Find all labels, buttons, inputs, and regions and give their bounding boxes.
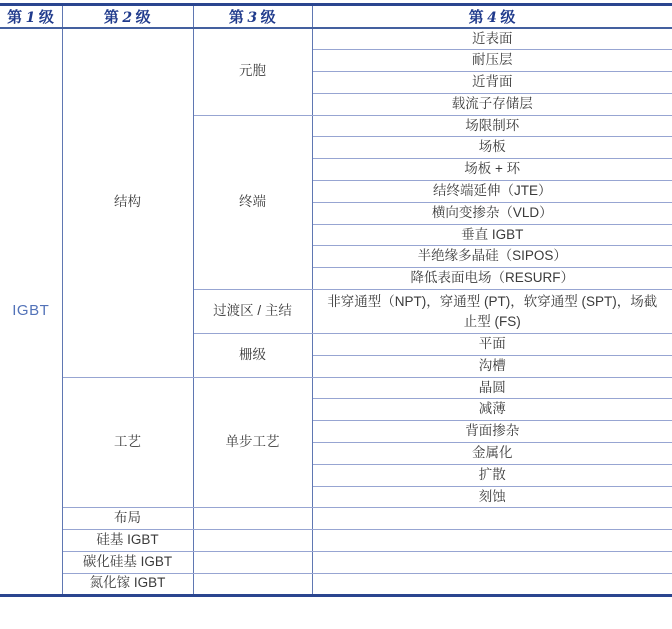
cell-gate: 栅级 xyxy=(193,334,312,378)
header-text: 级 xyxy=(38,9,55,26)
cell-carrier-storage: 载流子存储层 xyxy=(312,93,672,115)
cell-near-surface: 近表面 xyxy=(312,28,672,50)
cell-empty xyxy=(312,508,672,530)
header-text: 级 xyxy=(500,9,516,26)
cell-empty xyxy=(193,552,312,574)
cell-planar: 平面 xyxy=(312,334,672,356)
table-row xyxy=(0,573,672,595)
header-num: 1 xyxy=(25,10,36,26)
cell-sic-igbt: 碳化硅基 IGBT xyxy=(62,552,193,574)
cell-gan-igbt: 氮化镓 IGBT xyxy=(62,573,193,595)
table-row xyxy=(0,377,672,399)
cell-trench: 沟槽 xyxy=(312,355,672,377)
cell-termination: 终端 xyxy=(193,115,312,289)
cell-empty xyxy=(312,552,672,574)
cell-single-step-process: 单步工艺 xyxy=(193,377,312,508)
cell-diffusion: 扩散 xyxy=(312,464,672,486)
header-num: 3 xyxy=(247,10,258,26)
header-text: 级 xyxy=(260,9,277,26)
cell-empty xyxy=(193,530,312,552)
cell-vertical-igbt: 垂直 IGBT xyxy=(312,224,672,246)
cell-unit-cell: 元胞 xyxy=(193,28,312,115)
igbt-hierarchy-table xyxy=(0,3,672,597)
table-row xyxy=(0,530,672,552)
header-level-2 xyxy=(62,5,193,29)
cell-empty xyxy=(193,508,312,530)
cell-empty xyxy=(312,530,672,552)
cell-igbt: IGBT xyxy=(0,28,62,595)
cell-empty xyxy=(193,573,312,595)
cell-structure: 结构 xyxy=(62,28,193,377)
header-text: 第 xyxy=(103,9,120,26)
table-row xyxy=(0,508,672,530)
table-row xyxy=(0,552,672,574)
table-row xyxy=(0,28,672,50)
header-text: 第 xyxy=(468,9,485,26)
cell-sipos: 半绝缘多晶硅（SIPOS） xyxy=(312,246,672,268)
cell-field-limiting-ring: 场限制环 xyxy=(312,115,672,137)
cell-voltage-layer: 耐压层 xyxy=(312,50,672,72)
header-num: 4 xyxy=(487,10,498,26)
cell-near-back: 近背面 xyxy=(312,72,672,94)
cell-transition-region: 过渡区 / 主结 xyxy=(193,290,312,334)
header-num: 2 xyxy=(122,10,133,26)
cell-wafer: 晶圆 xyxy=(312,377,672,399)
cell-metallization: 金属化 xyxy=(312,443,672,465)
cell-process: 工艺 xyxy=(62,377,193,508)
cell-field-plate-ring: 场板 + 环 xyxy=(312,159,672,181)
cell-etching: 刻蚀 xyxy=(312,486,672,508)
header-text: 第 xyxy=(7,9,23,26)
cell-punch-through-types: 非穿通型（NPT)，穿通型 (PT)，软穿通型 (SPT)，场截止型 (FS) xyxy=(312,290,672,334)
cell-thinning: 减薄 xyxy=(312,399,672,421)
cell-silicon-igbt: 硅基 IGBT xyxy=(62,530,193,552)
header-level-3 xyxy=(193,5,312,29)
cell-field-plate: 场板 xyxy=(312,137,672,159)
header-text: 级 xyxy=(135,9,152,26)
cell-jte: 结终端延伸（JTE） xyxy=(312,181,672,203)
header-level-1 xyxy=(0,5,62,29)
cell-empty xyxy=(312,573,672,595)
header-row xyxy=(0,5,672,29)
header-level-4 xyxy=(312,5,672,29)
cell-backside-doping: 背面掺杂 xyxy=(312,421,672,443)
cell-resurf: 降低表面电场（RESURF） xyxy=(312,268,672,290)
cell-layout: 布局 xyxy=(62,508,193,530)
header-text: 第 xyxy=(228,9,245,26)
cell-vld: 横向变掺杂（VLD） xyxy=(312,202,672,224)
